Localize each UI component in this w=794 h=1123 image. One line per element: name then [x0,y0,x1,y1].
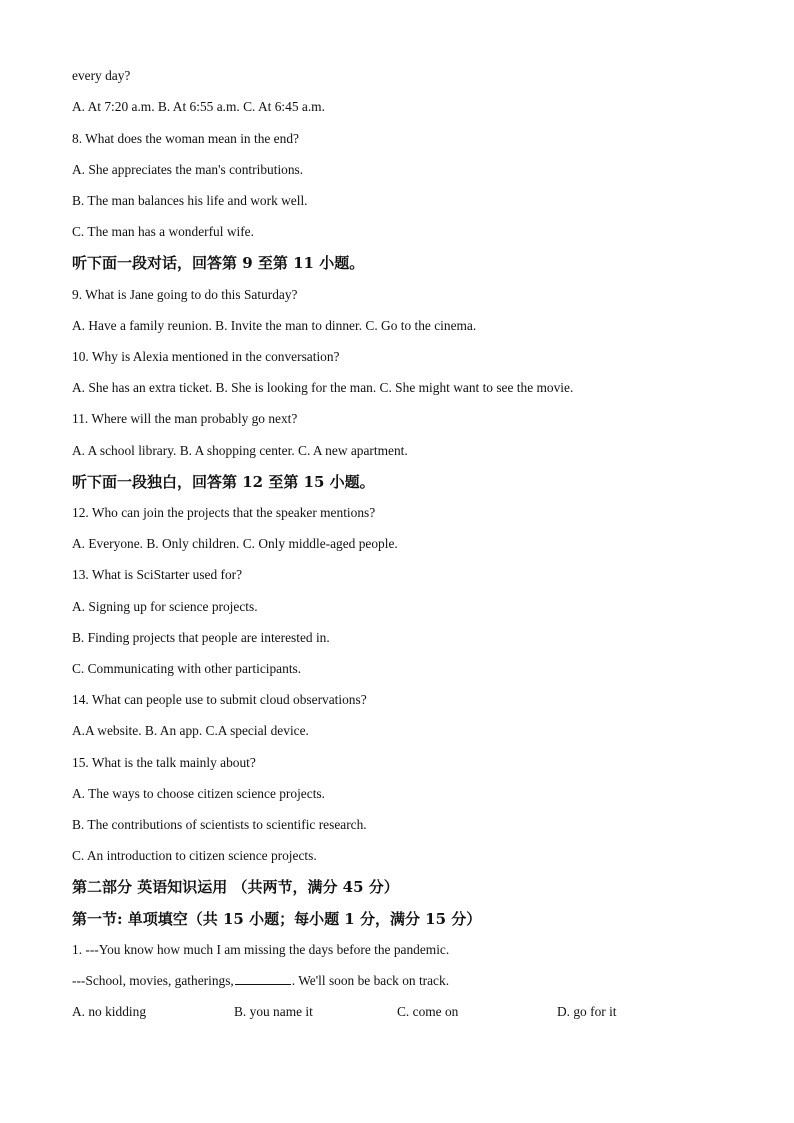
question-text: 14. What can people use to submit cloud observations? [72,692,367,707]
option-line: A. Everyone. B. Only children. C. Only middle-aged people. [72,536,398,551]
option-line: A. The ways to choose citizen science projects. [72,786,325,801]
section-heading: 第一节: 单项填空（共 15 小题；每小题 1 分，满分 15 分） [72,910,482,928]
question-text: 8. What does the woman mean in the end? [72,131,299,146]
option-line: A. At 7:20 a.m. B. At 6:55 a.m. C. At 6:45 a.m. [72,99,325,114]
section-heading: 听下面一段独白，回答第 12 至第 15 小题。 [72,473,375,491]
option-line: C. An introduction to citizen science projects. [72,848,317,863]
question-text: 9. What is Jane going to do this Saturday? [72,287,298,302]
choice-c: C. come on [397,1004,459,1019]
part-heading: 第二部分 英语知识运用 （共两节，满分 45 分） [72,878,399,896]
option-line: A. She appreciates the man's contributions. [72,162,304,177]
option-line: A. Have a family reunion. B. Invite the man to dinner. C. Go to the cinema. [72,318,477,333]
fill-text-before: ---School, movies, gatherings, [72,973,234,988]
question-text: 1. ---You know how much I am missing the days before the pandemic. [72,942,450,957]
choice-d: D. go for it [557,1004,617,1019]
question-text: 10. Why is Alexia mentioned in the conversation? [72,349,340,364]
choice-a: A. no kidding [72,1004,147,1019]
option-line: A.A website. B. An app. C.A special device. [72,723,309,738]
question-text: every day? [72,68,131,83]
option-line: B. The contributions of scientists to scientific research. [72,817,367,832]
question-text: 15. What is the talk mainly about? [72,755,256,770]
fill-in-question [72,972,449,990]
section-heading: 听下面一段对话，回答第 9 至第 11 小题。 [72,254,365,272]
option-line: C. The man has a wonderful wife. [72,224,254,239]
choice-b: B. you name it [234,1004,313,1019]
answer-blank [235,972,291,985]
fill-text-after: . We'll soon be back on track. [291,973,450,988]
option-line: B. Finding projects that people are interested in. [72,630,330,645]
option-line: A. Signing up for science projects. [72,599,258,614]
option-line: A. She has an extra ticket. B. She is looking for the man. C. She might want to see the movie. [72,380,574,395]
option-line: B. The man balances his life and work well. [72,193,308,208]
question-text: 11. Where will the man probably go next? [72,411,298,426]
question-text: 13. What is SciStarter used for? [72,567,243,582]
option-line: C. Communicating with other participants. [72,661,302,676]
option-line: A. A school library. B. A shopping center. C. A new apartment. [72,443,408,458]
question-text: 12. Who can join the projects that the speaker mentions? [72,505,376,520]
